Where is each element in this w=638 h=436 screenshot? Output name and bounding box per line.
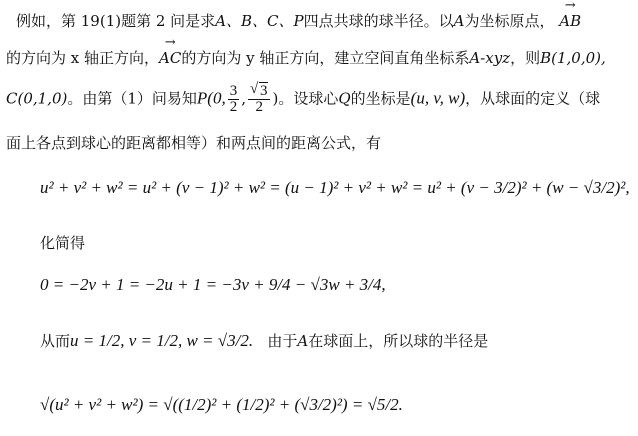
para-line-4 xyxy=(6,132,381,153)
text: 面上各点到球心的距离都相等）和两点间的距离公式，有 xyxy=(6,134,382,152)
text: 的方向为 x 轴正方向， xyxy=(6,49,159,67)
text: 3 xyxy=(229,83,238,99)
para-line-3: C(0,1,0)。由第（1）问易知P(0, $\frac{3}{2}$ , √ $\frac{3}{2}$ )。设球心Q的坐标是(u, v, w)，从球面的定义（球 xyxy=(6,84,600,115)
text: ，则 xyxy=(510,49,541,67)
text: Q xyxy=(338,89,351,108)
text: )。设球心 xyxy=(272,89,339,108)
text: 在球面上，所以球的半径是 xyxy=(308,332,489,350)
fraction xyxy=(248,84,271,115)
text: 3 xyxy=(259,83,268,99)
fraction xyxy=(228,84,240,115)
vector-ac: → AC xyxy=(159,49,181,67)
text: 为坐标原点， xyxy=(464,12,555,30)
text: 由于 xyxy=(267,332,298,350)
text: u = 1/2, v = 1/2, w = √3/2. xyxy=(70,331,254,350)
text: 2 xyxy=(255,99,263,115)
para-line-1 xyxy=(16,10,581,31)
text: (u, v, w) xyxy=(410,88,466,108)
equation-2 xyxy=(40,275,386,295)
text: P(0, xyxy=(196,88,226,108)
text: 的方向为 y 轴正方向，建立空间直角坐标系 xyxy=(181,49,470,67)
equation-text: 0 = −2v + 1 = −2u + 1 = −3v + 9/4 − √3w + 3/4, xyxy=(40,275,386,294)
text: B(1,0,0), xyxy=(540,49,606,67)
text: 例如，第 19(1)题第 2 问是求 xyxy=(16,12,216,30)
text: 。由第（1）问易知 xyxy=(67,89,197,108)
result-line xyxy=(40,330,488,351)
text: A、B、C、P xyxy=(215,12,304,30)
vector-ab: → AB xyxy=(559,12,581,30)
equation-1 xyxy=(40,178,630,198)
text: 2 xyxy=(229,99,238,115)
text: 从而 xyxy=(40,332,71,350)
para-line-2 xyxy=(6,47,606,68)
simplify-label xyxy=(40,232,85,253)
text: C(0,1,0) xyxy=(6,89,68,108)
sqrt xyxy=(250,84,269,99)
equation-3 xyxy=(40,395,403,415)
text: 的坐标是 xyxy=(350,89,411,108)
equation-text: √(u² + v² + w²) = √((1/2)² + (1/2)² + (√3/2)²) = √5/2. xyxy=(40,395,403,414)
text: A xyxy=(453,12,465,30)
text: 四点共球的球半径。以 xyxy=(303,12,454,30)
equation-text: u² + v² + w² = u² + (v − 1)² + w² = (u − 1)² + v² + w² = u² + (v − 3/2)² + (w − √3/2)², xyxy=(40,178,630,197)
text: A-xyz xyxy=(469,49,511,67)
text: A xyxy=(297,332,309,350)
text: 化简得 xyxy=(40,234,86,252)
text: ，从球面的定义（球 xyxy=(465,89,601,108)
